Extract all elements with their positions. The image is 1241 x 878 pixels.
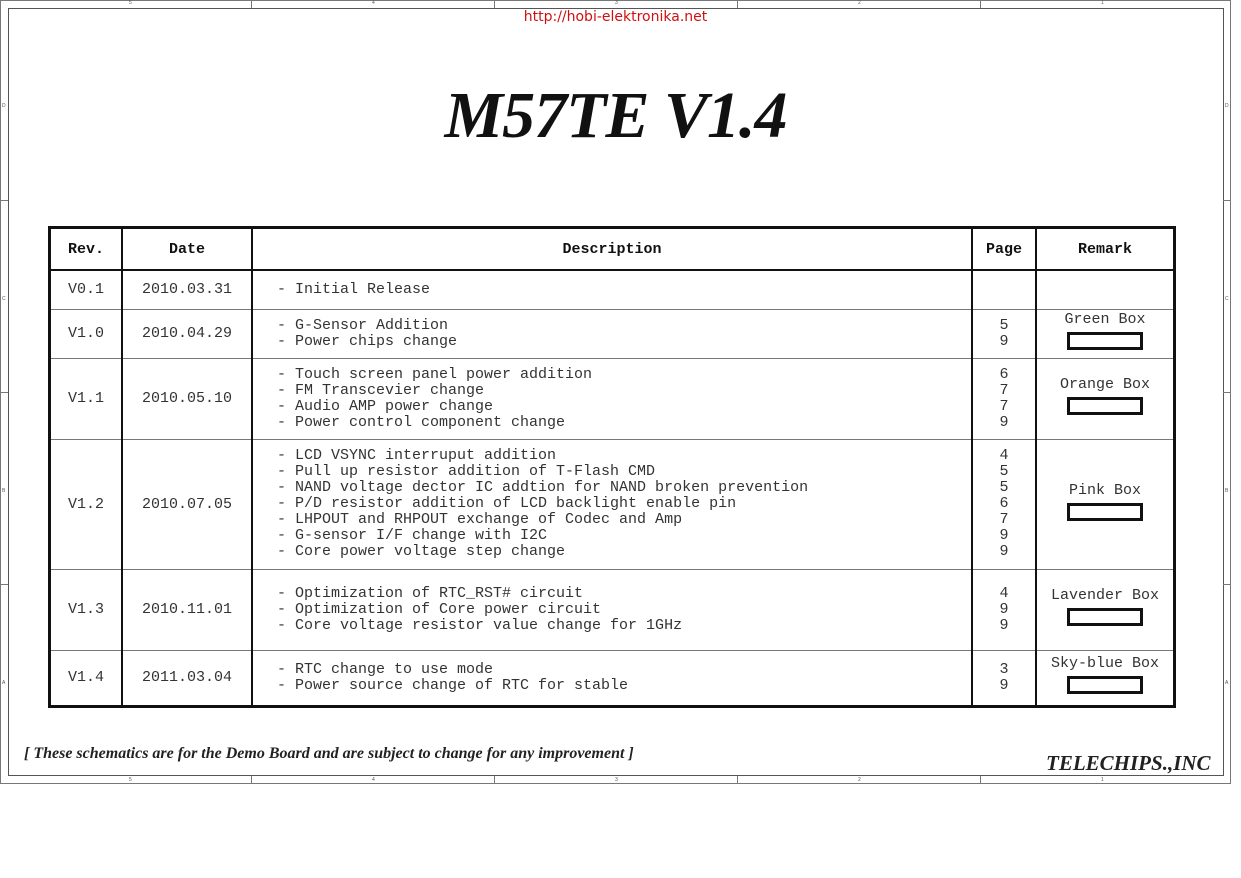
zone-label-top: 2 [858,0,861,6]
page-number: 9 [999,543,1009,560]
description-line: - Pull up resistor addition of T-Flash CMD [277,463,656,480]
zone-divider [0,584,8,585]
page-number: 4 [999,584,1009,602]
zone-label-left: D [2,103,6,109]
date-cell: 2010.05.10 [122,358,252,439]
page-number: 9 [999,413,1009,431]
remark-label: Green Box [1064,311,1146,328]
page-number: 9 [999,676,1009,694]
zone-divider [494,0,495,8]
remark-label: Lavender Box [1050,587,1160,604]
zone-divider [251,0,252,8]
description-line: - Power chips change [277,332,458,350]
page-number: 9 [999,600,1009,618]
description-line: - LHPOUT and RHPOUT exchange of Codec and Amp [277,511,683,528]
zone-label-top: 1 [1101,0,1104,6]
description-line: - P/D resistor addition of LCD backlight enable pin [277,495,737,512]
zone-label-left: A [2,680,6,686]
remark-cell [1036,309,1175,358]
col-header-description: Description [252,228,972,271]
company-name: TELECHIPS.,INC [1046,751,1211,775]
remark-box-symbol [1067,503,1143,521]
zone-label-bottom: 1 [1101,777,1104,783]
revision-row [50,358,1175,439]
zone-divider [1223,200,1231,201]
description-line: - Power control component change [277,413,566,431]
zone-divider [980,776,981,784]
zone-divider [980,0,981,8]
page-number: 4 [999,447,1009,464]
disclaimer-note: [ These schematics are for the Demo Board and are subject to change for any improvement ] [24,745,634,762]
zone-label-right: A [1225,680,1229,686]
description-line: - NAND voltage dector IC addtion for NAND broken prevention [277,479,809,496]
col-header-rev: Rev. [50,228,123,271]
description-line: - Audio AMP power change [277,397,494,415]
remark-box-symbol [1067,608,1143,626]
zone-label-right: B [1225,488,1229,494]
date-cell: 2010.11.01 [122,569,252,650]
remark-box-symbol [1067,397,1143,415]
date-cell: 2010.04.29 [122,309,252,358]
rev-cell: V1.4 [50,650,123,706]
description-cell [252,569,972,650]
page-number: 5 [999,316,1009,334]
remark-cell [1036,439,1175,569]
description-line: - LCD VSYNC interruput addition [277,447,557,464]
page-number: 3 [999,660,1009,678]
zone-divider [0,200,8,201]
remark-label: Pink Box [1068,481,1141,499]
page-number: 5 [999,463,1009,480]
zone-label-top: 4 [372,0,375,6]
rev-cell: V1.1 [50,358,123,439]
zone-divider [1223,392,1231,393]
description-line: - Optimization of Core power circuit [277,600,602,618]
zone-label-right: D [1225,103,1229,109]
col-header-date: Date [122,228,252,271]
zone-label-left: B [2,488,6,494]
document-title: M57TE V1.4 [444,79,787,152]
page-cell [972,270,1036,309]
zone-label-right: C [1225,296,1229,302]
rev-cell: V1.2 [50,439,123,569]
zone-divider [494,776,495,784]
revision-row [50,439,1175,569]
date-cell: 2011.03.04 [122,650,252,706]
col-header-page: Page [972,228,1036,271]
zone-divider [0,392,8,393]
zone-label-top: 5 [129,0,132,6]
description-cell [252,309,972,358]
revision-row [50,270,1175,309]
revision-history-table [48,226,1176,708]
date-cell: 2010.03.31 [122,270,252,309]
page-number: 6 [999,365,1009,383]
page-number: 7 [999,397,1009,415]
remark-box-symbol [1067,332,1143,350]
description-line: - Touch screen panel power addition [277,365,593,383]
remark-cell [1036,569,1175,650]
description-cell [252,358,972,439]
date-cell: 2010.07.05 [122,439,252,569]
zone-label-bottom: 5 [129,777,132,783]
description-cell [252,650,972,706]
page-number: 7 [999,511,1009,528]
page-cell [972,650,1036,706]
description-line: - Optimization of RTC_RST# circuit [277,584,584,602]
zone-label-bottom: 4 [372,777,375,783]
description-line: - RTC change to use mode [277,660,494,678]
remark-cell [1036,358,1175,439]
page-number: 9 [999,616,1009,634]
zone-divider [1223,584,1231,585]
table-header-row [50,228,1175,271]
revision-row [50,569,1175,650]
remark-label: Sky-blue Box [1050,655,1160,672]
description-cell [252,270,972,309]
source-url-link[interactable]: http://hobi-elektronika.net [523,9,708,25]
page-number: 5 [999,479,1009,496]
revision-row [50,309,1175,358]
description-line: - Core power voltage step change [277,543,566,560]
description-line: - Initial Release [277,280,431,298]
rev-cell: V1.0 [50,309,123,358]
zone-label-left: C [2,296,6,302]
page-cell [972,358,1036,439]
page-number: 9 [999,527,1009,544]
remark-label: Orange Box [1059,376,1150,393]
description-cell [252,439,972,569]
page-cell [972,439,1036,569]
zone-label-top: 3 [615,0,618,6]
zone-label-bottom: 3 [615,777,618,783]
page-number: 9 [999,332,1009,350]
zone-label-bottom: 2 [858,777,861,783]
revision-row [50,650,1175,706]
description-line: - G-Sensor Addition [277,316,449,334]
page-cell [972,569,1036,650]
remark-cell [1036,650,1175,706]
page-number: 7 [999,381,1009,399]
zone-divider [251,776,252,784]
zone-divider [737,776,738,784]
description-line: - Core voltage resistor value change for 1GHz [277,616,683,634]
rev-cell: V0.1 [50,270,123,309]
col-header-remark: Remark [1036,228,1175,271]
remark-cell [1036,270,1175,309]
rev-cell: V1.3 [50,569,123,650]
description-line: - G-sensor I/F change with I2C [277,527,548,544]
page-cell [972,309,1036,358]
description-line: - Power source change of RTC for stable [277,676,629,694]
zone-divider [737,0,738,8]
remark-box-symbol [1067,676,1143,694]
description-line: - FM Transcevier change [277,381,485,399]
page-number: 6 [999,495,1009,512]
